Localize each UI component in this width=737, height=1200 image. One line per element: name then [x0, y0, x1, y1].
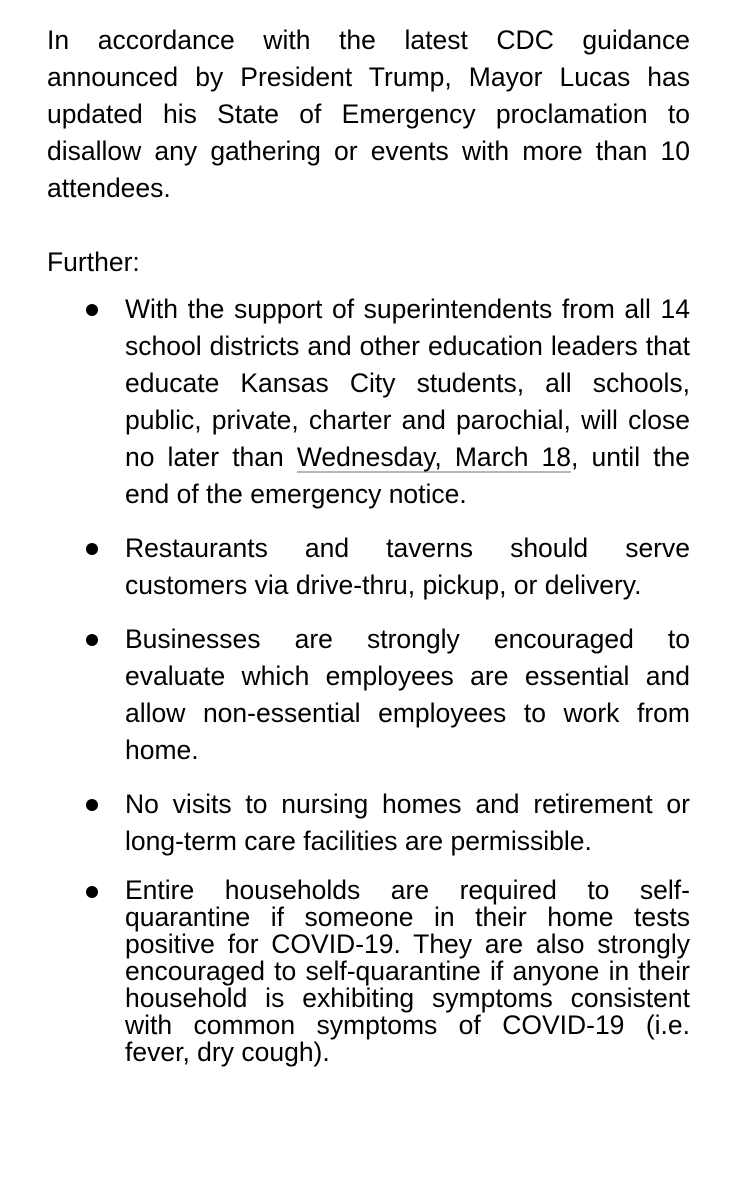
bullet-icon [86, 799, 98, 811]
bullet-list [47, 291, 690, 1066]
list-item-nursing-homes [47, 786, 690, 860]
list-item-restaurants [47, 530, 690, 604]
list-item-schools [47, 291, 690, 513]
list-item-households [47, 877, 690, 1066]
households-text: Entire households are required to self-quarantine if someone in their home tests positive for COVID-19. They are also strongly encouraged to self-quarantine if anyone in their household is exhibiting symptoms consistent with common symptoms of COVID-19 (i.e. fever, dry cough). [125, 875, 690, 1067]
list-item-businesses [47, 621, 690, 769]
bullet-icon [86, 304, 98, 316]
schools-text-after: , until the end of the emergency notice. [125, 442, 691, 509]
further-heading: Further: [47, 247, 140, 277]
bullet-icon [86, 886, 98, 898]
nursing-homes-text: No visits to nursing homes and retirement or long-term care facilities are permissible. [125, 789, 690, 856]
bullet-icon [86, 543, 98, 555]
businesses-text: Businesses are strongly encouraged to evaluate which employees are essential and allow non-essential employees to work from home. [125, 624, 690, 765]
intro-paragraph: In accordance with the latest CDC guidance announced by President Trump, Mayor Lucas has updated his State of Emergency proclamation to disallow any gathering or events with more than 10 attendees. [47, 25, 690, 203]
schools-text-before: With the support of superintendents from all 14 school districts and other education leaders that educate Kansas City students, all schools, public, private, charter and parochial, will close no later than [125, 294, 690, 472]
restaurants-text: Restaurants and taverns should serve customers via drive-thru, pickup, or delivery. [125, 533, 690, 600]
bullet-icon [86, 634, 98, 646]
date-link[interactable]: Wednesday, March 18 [296, 442, 572, 472]
